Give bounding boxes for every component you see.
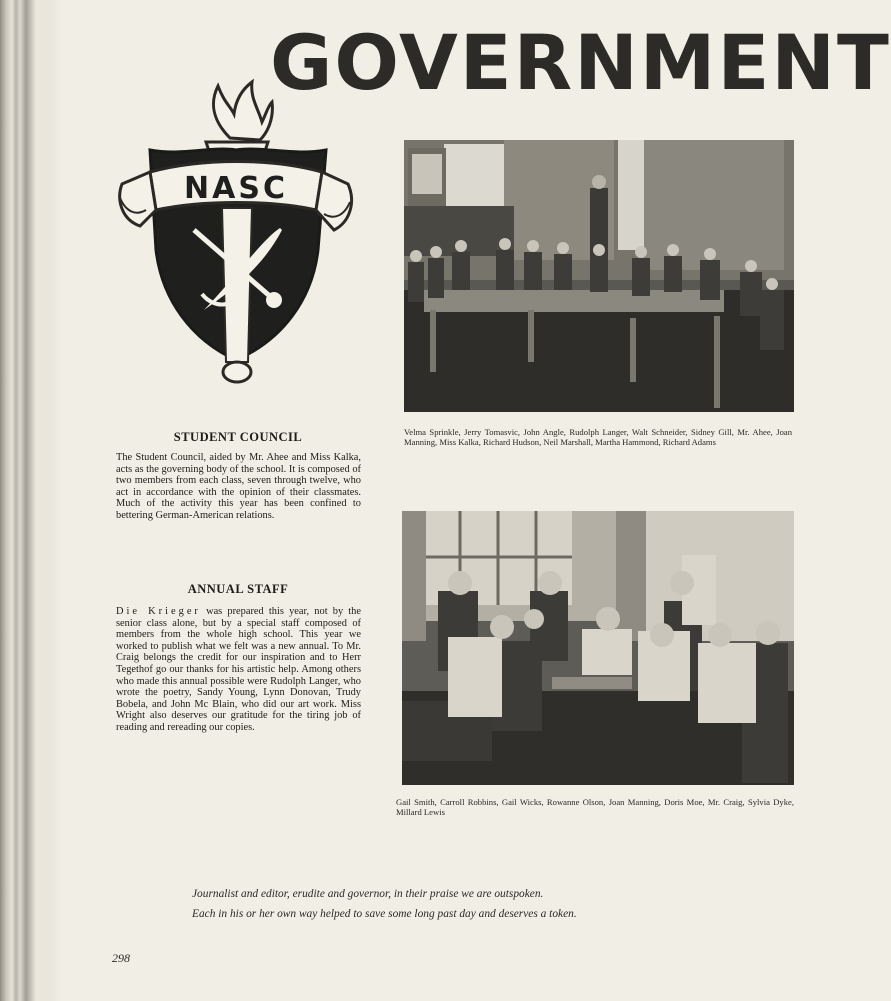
student-council-photo — [404, 140, 794, 412]
annual-staff-body — [116, 606, 361, 734]
student-council-caption: Velma Sprinkle, Jerry Tomasvic, John Angle, Rudolph Langer, Walt Schneider, Sidney Gill, Mr. Ahee, Joan Manning, Miss Kalka, Richard Hudson, Neil Marshall, Martha Hammond, Richard Adams — [404, 427, 792, 447]
emblem-graphic — [112, 80, 362, 390]
student-council-heading: STUDENT COUNCIL — [173, 430, 303, 444]
verse-line-1: Journalist and editor, erudite and governor, in their praise we are outspoken. — [192, 888, 544, 900]
yearbook-name: Die Krieger — [116, 606, 201, 617]
nasc-emblem — [112, 80, 362, 390]
emblem-text: NASC — [184, 171, 288, 206]
page-title: GOVERNMENT — [270, 18, 891, 107]
page-number: 298 — [112, 951, 130, 965]
closing-verse — [192, 884, 752, 924]
annual-staff-text: was prepared this year, not by the senior class alone, but by a special staff composed of members from the whole high school. This year we worked to publish what we felt was a new annual. To Mr. Craig belongs the credit for our inspiration and to Herr Tegethof go our thanks for his artistic help. Among others who made this annual possible were Rudolph Langer, who wrote the poetry, Sandy Young, Lynn Donovan, Trudy Bobela, and John Mc Blain, who did our art work. Miss Wright also deserves our gratitude for the tiring job of reading and rereading our copies. — [116, 606, 361, 733]
book-binding-edge — [0, 0, 62, 1001]
annual-staff-photo — [402, 511, 794, 785]
annual-staff-heading: ANNUAL STAFF — [187, 582, 289, 596]
verse-line-2: Each in his or her own way helped to save some long past day and deserves a token. — [192, 908, 577, 920]
annual-staff-caption: Gail Smith, Carroll Robbins, Gail Wicks, Rowanne Olson, Joan Manning, Doris Moe, Mr. Craig, Sylvia Dyke, Millard Lewis — [396, 797, 794, 817]
student-council-body: The Student Council, aided by Mr. Ahee and Miss Kalka, acts as the governing body of the school. It is composed of two members from each class, seven through twelve, who act in accordance with the opinion of their classmates. Much of the activity this year has been confined to bettering German-American relations. — [116, 452, 361, 521]
